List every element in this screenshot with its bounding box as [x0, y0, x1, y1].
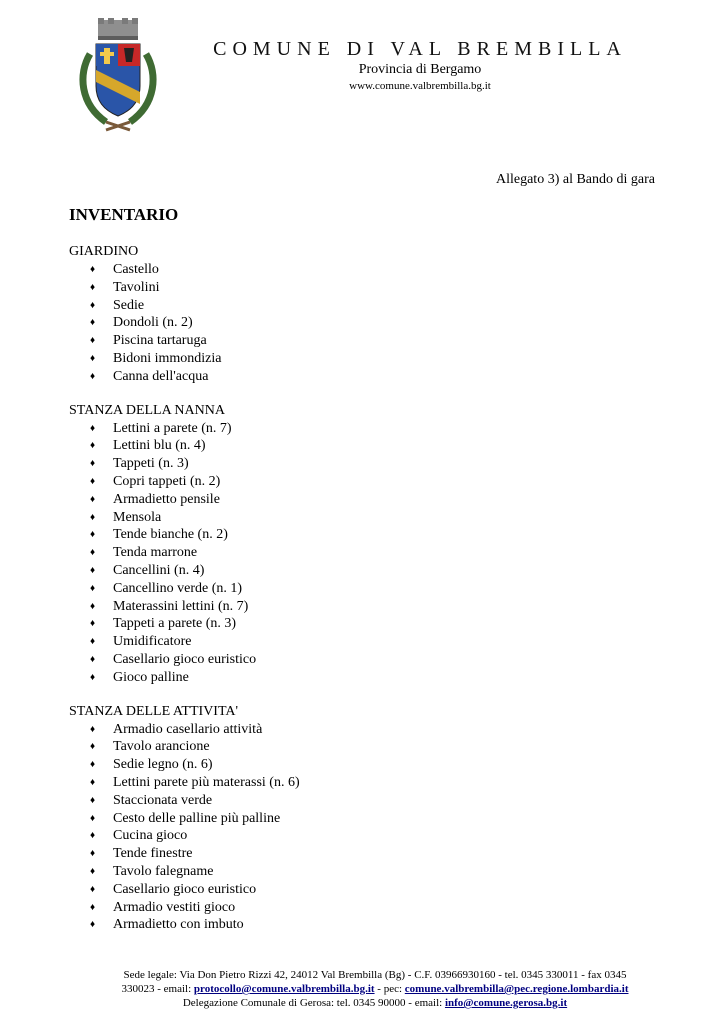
diamond-bullet-icon: ♦	[90, 264, 96, 275]
diamond-bullet-icon: ♦	[90, 529, 96, 541]
diamond-bullet-icon: ♦	[90, 511, 96, 523]
list-item: ♦ Staccionata verde	[90, 792, 213, 808]
diamond-bullet-icon: ♦	[90, 600, 96, 612]
list-item: ♦ Casellario gioco euristico	[90, 651, 257, 667]
section-stanza-delle-attivita	[69, 703, 649, 935]
document-title: INVENTARIO	[69, 205, 179, 224]
diamond-bullet-icon: ♦	[90, 653, 96, 665]
diamond-bullet-icon: ♦	[90, 848, 96, 860]
list-item: ♦ Armadio vestiti gioco	[90, 899, 236, 915]
list-item: ♦ Tenda marrone	[90, 545, 198, 561]
diamond-bullet-icon: ♦	[90, 582, 96, 594]
diamond-bullet-icon: ♦	[90, 759, 96, 771]
diamond-bullet-icon: ♦	[90, 281, 96, 293]
diamond-bullet-icon: ♦	[90, 794, 96, 806]
diamond-bullet-icon: ♦	[90, 493, 96, 505]
diamond-bullet-icon: ♦	[90, 352, 96, 364]
diamond-bullet-icon: ♦	[90, 618, 96, 630]
province-subtitle: Provincia di Bergamo	[358, 62, 482, 77]
item-list	[69, 261, 649, 386]
diamond-bullet-icon: ♦	[90, 671, 96, 683]
pec-email-link[interactable]: comune.valbrembilla@pec.regione.lombardia.it	[404, 983, 629, 995]
diamond-bullet-icon: ♦	[90, 335, 96, 347]
list-item: ♦ Sedie legno (n. 6)	[90, 757, 213, 773]
diamond-bullet-icon: ♦	[90, 422, 96, 434]
list-item: ♦ Gioco palline	[90, 669, 189, 685]
list-item: ♦ Cancellini (n. 4)	[90, 562, 205, 578]
diamond-bullet-icon: ♦	[90, 547, 96, 559]
diamond-bullet-icon: ♦	[90, 901, 96, 913]
diamond-bullet-icon: ♦	[90, 883, 96, 895]
inventory-sections	[69, 243, 649, 950]
list-item: ♦ Umidificatore	[90, 634, 192, 650]
municipality-website: www.comune.valbrembilla.bg.it	[349, 80, 491, 92]
diamond-bullet-icon: ♦	[90, 440, 96, 452]
diamond-bullet-icon: ♦	[90, 636, 96, 648]
list-item: ♦ Armadietto con imbuto	[90, 917, 244, 933]
list-item: ♦ Tende finestre	[90, 846, 193, 862]
section-title: STANZA DELLA NANNA	[69, 402, 225, 418]
section-stanza-della-nanna	[69, 402, 649, 687]
list-item: ♦ Casellario gioco euristico	[90, 881, 257, 897]
list-item: ♦ Bidoni immondizia	[90, 350, 222, 366]
diamond-bullet-icon: ♦	[90, 865, 96, 877]
diamond-bullet-icon: ♦	[90, 830, 96, 842]
protocol-email-link[interactable]: protocollo@comune.valbrembilla.bg.it	[193, 983, 375, 995]
municipality-title: COMUNE DI VAL BREMBILLA	[213, 38, 627, 60]
list-item: ♦ Cesto delle palline più palline	[90, 810, 281, 826]
list-item: ♦ Canna dell'acqua	[90, 368, 209, 384]
list-item: ♦ Materassini lettini (n. 7)	[90, 598, 249, 614]
list-item: ♦ Cancellino verde (n. 1)	[90, 580, 243, 596]
list-item: ♦ Lettini blu (n. 4)	[90, 438, 206, 454]
section-title: STANZA DELLE ATTIVITA'	[69, 703, 239, 719]
section-title: GIARDINO	[69, 244, 139, 259]
list-item: ♦ Tavolini	[90, 279, 160, 295]
diamond-bullet-icon: ♦	[90, 919, 96, 931]
gerosa-email-link[interactable]: info@comune.gerosa.bg.it	[444, 997, 568, 1009]
diamond-bullet-icon: ♦	[90, 475, 96, 487]
item-list	[69, 721, 649, 935]
list-item: ♦ Dondoli (n. 2)	[90, 315, 193, 331]
list-item: ♦ Armadietto pensile	[90, 491, 220, 507]
footer-gerosa-line: Delegazione Comunale di Gerosa: tel. 0345 90000 - email: info@comune.gerosa.bg.it	[182, 997, 568, 1009]
list-item: ♦ Tappeti a parete (n. 3)	[90, 616, 237, 632]
footer-address-line: Sede legale: Via Don Pietro Rizzi 42, 24012 Val Brembilla (Bg) - C.F. 03966930160 - tel. 0345 330011 - fax 0345	[123, 969, 627, 981]
list-item: ♦ Lettini a parete (n. 7)	[90, 420, 232, 436]
list-item: ♦ Tappeti (n. 3)	[90, 456, 189, 472]
diamond-bullet-icon: ♦	[90, 299, 96, 311]
diamond-bullet-icon: ♦	[90, 776, 96, 788]
attachment-reference: Allegato 3) al Bando di gara	[495, 172, 655, 187]
footer-contacts-line: 330023 - email: protocollo@comune.valbrembilla.bg.it - pec: comune.valbrembilla@pec.regione.lombardia.it	[121, 983, 629, 995]
list-item: ♦ Tavolo falegname	[90, 863, 214, 879]
diamond-bullet-icon: ♦	[90, 741, 96, 753]
list-item: ♦ Copri tappeti (n. 2)	[90, 473, 221, 489]
item-list	[69, 420, 649, 687]
municipal-crest-emblem	[76, 14, 160, 138]
list-item: ♦ Tavolo arancione	[90, 739, 210, 755]
list-item: ♦ Tende bianche (n. 2)	[90, 527, 228, 543]
list-item: ♦ Castello	[90, 262, 159, 277]
list-item: ♦ Armadio casellario attività	[90, 721, 263, 737]
list-item: ♦ Piscina tartaruga	[90, 333, 207, 349]
diamond-bullet-icon: ♦	[90, 370, 96, 382]
diamond-bullet-icon: ♦	[90, 812, 96, 824]
list-item: ♦ Lettini parete più materassi (n. 6)	[90, 774, 300, 790]
diamond-bullet-icon: ♦	[90, 317, 96, 329]
section-giardino	[69, 243, 649, 386]
diamond-bullet-icon: ♦	[90, 458, 96, 470]
document-footer	[90, 968, 660, 1010]
list-item: ♦ Mensola	[90, 509, 162, 525]
diamond-bullet-icon: ♦	[90, 564, 96, 576]
diamond-bullet-icon: ♦	[90, 723, 96, 735]
list-item: ♦ Sedie	[90, 297, 145, 313]
list-item: ♦ Cucina gioco	[90, 828, 188, 844]
